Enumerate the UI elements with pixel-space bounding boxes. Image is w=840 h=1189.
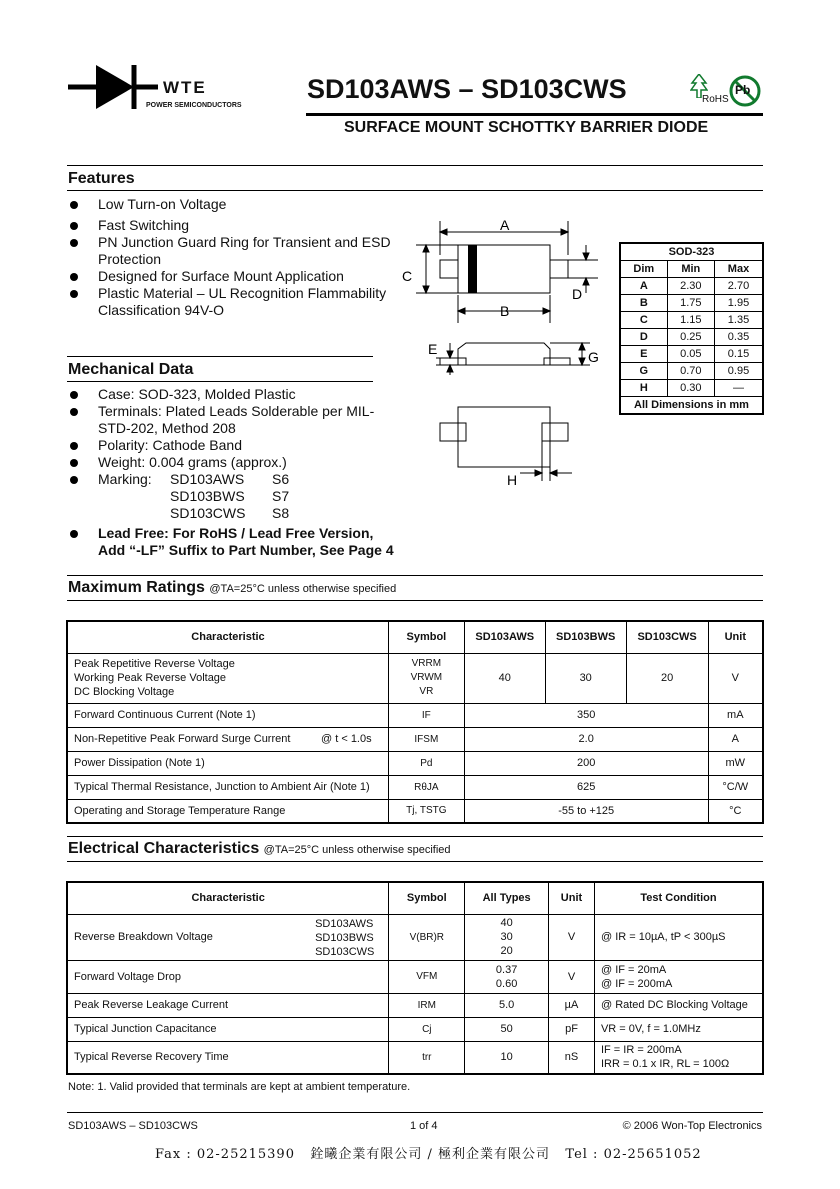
table-cell: 0.35 — [715, 329, 764, 346]
table-cell: 0.95 — [715, 363, 764, 380]
table-row — [67, 653, 763, 703]
table-cell — [67, 703, 388, 727]
voltage-char: DC Blocking Voltage — [74, 686, 175, 698]
rating-char: Non-Repetitive Peak Forward Surge Current — [74, 733, 291, 745]
table-cell: 0.25 — [667, 329, 714, 346]
max-ratings-title: Maximum Ratings — [68, 579, 205, 596]
lead-free-line1: Lead Free: For RoHS / Lead Free Version, — [98, 525, 374, 541]
table-cell: mW — [708, 751, 763, 775]
table-row — [67, 993, 763, 1017]
list-item: Plastic Material – UL Recognition Flammability Classification 94V-O — [68, 285, 398, 319]
rating-char: Forward Continuous Current (Note 1) — [74, 709, 256, 721]
table-header: SD103CWS — [626, 621, 708, 653]
table-cell: trr — [389, 1041, 465, 1074]
table-cell — [67, 775, 388, 799]
table-cell: VFM — [389, 960, 465, 993]
lead-free-item — [68, 525, 398, 559]
dim-name-cell: H — [620, 380, 667, 397]
footer-rule — [67, 1112, 763, 1113]
mechanical-rule — [67, 381, 373, 382]
table-cell: pF — [549, 1017, 595, 1041]
marking-item — [68, 471, 398, 522]
table-cell: V(BR)R — [389, 914, 465, 960]
table-cell: nS — [549, 1041, 595, 1074]
rohs-badge — [690, 74, 729, 108]
voltage-symbol: VR — [419, 686, 434, 697]
elec-condition: @TA=25°C unless otherwise specified — [263, 844, 451, 856]
table-cell: Typical Reverse Recovery Time — [67, 1041, 389, 1074]
breakdown-value: 20 — [500, 945, 513, 957]
table-row — [67, 1017, 763, 1041]
table-row — [67, 775, 763, 799]
table-cell: Forward Voltage Drop — [67, 960, 389, 993]
table-header: Min — [667, 261, 714, 278]
table-cell: 1.95 — [715, 295, 764, 312]
marking-part: SD103AWS — [170, 471, 245, 487]
table-header: Unit — [708, 621, 763, 653]
rating-condition: @ t < 1.0s — [321, 733, 372, 745]
table-cell: IFSM — [388, 727, 464, 751]
list-item: Terminals: Plated Leads Solderable per MIL-STD-202, Method 208 — [68, 403, 398, 437]
features-heading: Features — [68, 170, 135, 187]
table-row — [620, 380, 763, 397]
marking-code: S6 — [272, 471, 290, 487]
table-cell: Cj — [389, 1017, 465, 1041]
marking-label: Marking: — [98, 471, 152, 487]
table-row — [67, 960, 763, 993]
max-ratings-rule — [67, 600, 763, 601]
list-item: Weight: 0.004 grams (approx.) — [68, 454, 398, 471]
marking-part: SD103CWS — [170, 505, 246, 521]
mechanical-top-rule — [67, 356, 373, 357]
dim-name-cell: G — [620, 363, 667, 380]
elec-heading — [68, 840, 451, 858]
title-rule — [306, 113, 763, 116]
part-title: SD103AWS – SD103CWS — [307, 74, 627, 104]
table-header: Unit — [549, 882, 595, 914]
table-header: Test Condition — [594, 882, 763, 914]
table-row — [67, 703, 763, 727]
table-cell: V — [549, 914, 595, 960]
table-header: Max — [715, 261, 764, 278]
table-row — [620, 278, 763, 295]
max-ratings-top-rule — [67, 575, 763, 576]
table-cell: 2.70 — [715, 278, 764, 295]
rating-char: Power Dissipation (Note 1) — [74, 757, 205, 769]
table-cell: 0.30 — [667, 380, 714, 397]
rating-char: Typical Thermal Resistance, Junction to Ambient Air (Note 1) — [74, 781, 370, 793]
fax-line: Fax : 02-25215390 銓曦企業有限公司 / 極利企業有限公司 Tel : 02-25651052 — [155, 1147, 702, 1162]
table-row — [67, 1041, 763, 1074]
list-item: Fast Switching — [68, 217, 398, 234]
elec-rule — [67, 861, 763, 862]
max-ratings-body — [67, 703, 763, 823]
table-cell: 5.0 — [465, 993, 549, 1017]
list-item: Designed for Surface Mount Application — [68, 268, 398, 285]
recovery-test: IF = IR = 200mA — [600, 1044, 682, 1057]
table-cell: 200 — [464, 751, 708, 775]
table-cell — [67, 751, 388, 775]
table-row — [67, 727, 763, 751]
table-header: Symbol — [388, 621, 464, 653]
table-cell: -55 to +125 — [464, 799, 708, 823]
table-cell: °C — [708, 799, 763, 823]
dim-label-b: B — [500, 303, 510, 319]
table-cell: Pd — [388, 751, 464, 775]
table-cell: 30 — [545, 653, 626, 703]
elec-top-rule — [67, 836, 763, 837]
table-cell: 0.05 — [667, 346, 714, 363]
voltage-symbol: VRRM — [411, 658, 442, 669]
voltage-char: Working Peak Reverse Voltage — [74, 672, 227, 684]
table-cell: IRM — [389, 993, 465, 1017]
package-outline-diagram — [400, 215, 610, 485]
mechanical-list — [68, 386, 398, 559]
dimensions-title: SOD-323 — [620, 243, 763, 261]
table-cell: 2.30 — [667, 278, 714, 295]
pb-label: Pb — [735, 83, 751, 97]
dimensions-table — [619, 242, 764, 415]
table-cell: 2.0 — [464, 727, 708, 751]
lead-free-line2: Add “-LF” Suffix to Part Number, See Page 4 — [98, 542, 394, 558]
table-cell: Peak Reverse Leakage Current — [67, 993, 389, 1017]
table-header: Characteristic — [67, 621, 388, 653]
dimensions-footer: All Dimensions in mm — [620, 397, 763, 415]
table-cell — [67, 799, 388, 823]
table-cell: 1.15 — [667, 312, 714, 329]
table-cell: V — [549, 960, 595, 993]
logo-name: WTE — [163, 78, 207, 97]
table-cell: Typical Junction Capacitance — [67, 1017, 389, 1041]
dim-name-cell: E — [620, 346, 667, 363]
table-row — [620, 312, 763, 329]
table-cell: 1.75 — [667, 295, 714, 312]
dim-name-cell: B — [620, 295, 667, 312]
dimensions-body — [620, 278, 763, 397]
breakdown-part: SD103CWS — [315, 945, 375, 958]
dim-label-g: G — [588, 349, 599, 365]
table-row — [620, 295, 763, 312]
forward-value: 0.60 — [495, 977, 518, 990]
table-header: Symbol — [389, 882, 465, 914]
table-cell: 0.15 — [715, 346, 764, 363]
list-item: Low Turn-on Voltage — [68, 196, 398, 213]
table-header: All Types — [465, 882, 549, 914]
dim-label-h: H — [507, 472, 518, 485]
forward-test: @ IF = 20mA — [600, 963, 667, 976]
table-cell: 0.70 — [667, 363, 714, 380]
table-row — [620, 346, 763, 363]
table-header: Characteristic — [67, 882, 389, 914]
dim-label-d: D — [572, 286, 583, 302]
elec-table — [66, 881, 764, 1075]
voltage-symbol: VRWM — [410, 672, 443, 683]
table-cell: 50 — [465, 1017, 549, 1041]
table-cell: 350 — [464, 703, 708, 727]
marking-part: SD103BWS — [170, 488, 245, 504]
table-row — [620, 329, 763, 346]
table-header: SD103AWS — [464, 621, 545, 653]
logo-subtitle: POWER SEMICONDUCTORS — [146, 102, 242, 109]
note: Note: 1. Valid provided that terminals are kept at ambient temperature. — [68, 1081, 411, 1093]
max-ratings-heading — [68, 579, 396, 597]
table-cell: µA — [549, 993, 595, 1017]
pb-free-badge — [728, 74, 762, 108]
elec-title: Electrical Characteristics — [68, 840, 260, 857]
breakdown-value: 40 — [500, 917, 513, 929]
table-row — [67, 751, 763, 775]
marking-code: S8 — [272, 505, 290, 521]
table-cell: IF — [388, 703, 464, 727]
features-rule — [67, 190, 763, 191]
footer-page: 1 of 4 — [410, 1120, 438, 1132]
breakdown-value: 30 — [500, 931, 513, 943]
rating-char: Operating and Storage Temperature Range — [74, 804, 286, 817]
elec-body — [67, 993, 763, 1041]
table-cell: — — [715, 380, 764, 397]
list-item: Case: SOD-323, Molded Plastic — [68, 386, 398, 403]
table-cell: @ IR = 10µA, tP < 300µS — [594, 914, 763, 960]
list-item: Polarity: Cathode Band — [68, 437, 398, 454]
table-row — [67, 799, 763, 823]
features-list — [68, 196, 398, 319]
forward-test: @ IF = 200mA — [600, 977, 673, 990]
page-subtitle: SURFACE MOUNT SCHOTTKY BARRIER DIODE — [344, 119, 709, 136]
table-cell: 1.35 — [715, 312, 764, 329]
dim-name-cell: A — [620, 278, 667, 295]
table-row — [620, 363, 763, 380]
footer-right: © 2006 Won-Top Electronics — [622, 1120, 762, 1132]
dim-label-a: A — [500, 217, 510, 233]
features-top-rule — [67, 165, 763, 166]
dim-label-c: C — [402, 268, 413, 284]
table-cell: V — [708, 653, 763, 703]
table-header: Dim — [620, 261, 667, 278]
table-cell: RθJA — [388, 775, 464, 799]
mechanical-heading: Mechanical Data — [68, 361, 194, 378]
footer-left: SD103AWS – SD103CWS — [68, 1120, 198, 1132]
table-cell: 40 — [464, 653, 545, 703]
breakdown-char: Reverse Breakdown Voltage — [74, 931, 213, 943]
diode-symbol-icon — [68, 62, 158, 112]
table-cell: @ Rated DC Blocking Voltage — [594, 993, 763, 1017]
marking-code: S7 — [272, 488, 290, 504]
max-ratings-condition: @TA=25°C unless otherwise specified — [209, 583, 397, 595]
list-item: PN Junction Guard Ring for Transient and ESD Protection — [68, 234, 398, 268]
dim-name-cell: D — [620, 329, 667, 346]
table-header: SD103BWS — [545, 621, 626, 653]
breakdown-part: SD103BWS — [315, 931, 374, 944]
table-cell: °C/W — [708, 775, 763, 799]
table-row — [67, 914, 763, 960]
table-cell: Tj, TSTG — [388, 799, 464, 823]
table-cell: 20 — [626, 653, 708, 703]
breakdown-part: SD103AWS — [315, 917, 374, 930]
table-cell: 625 — [464, 775, 708, 799]
wte-logo — [68, 62, 248, 114]
voltage-char: Peak Repetitive Reverse Voltage — [74, 658, 235, 670]
table-cell: VR = 0V, f = 1.0MHz — [594, 1017, 763, 1041]
forward-value: 0.37 — [495, 963, 518, 976]
dim-name-cell: C — [620, 312, 667, 329]
table-cell: 10 — [465, 1041, 549, 1074]
max-ratings-table — [66, 620, 764, 824]
table-cell: A — [708, 727, 763, 751]
dim-label-e: E — [428, 341, 438, 357]
table-cell — [67, 727, 388, 751]
table-cell: mA — [708, 703, 763, 727]
recovery-test: IRR = 0.1 x IR, RL = 100Ω — [600, 1058, 730, 1071]
cathode-band — [468, 245, 477, 293]
rohs-label: RoHS — [702, 94, 729, 105]
